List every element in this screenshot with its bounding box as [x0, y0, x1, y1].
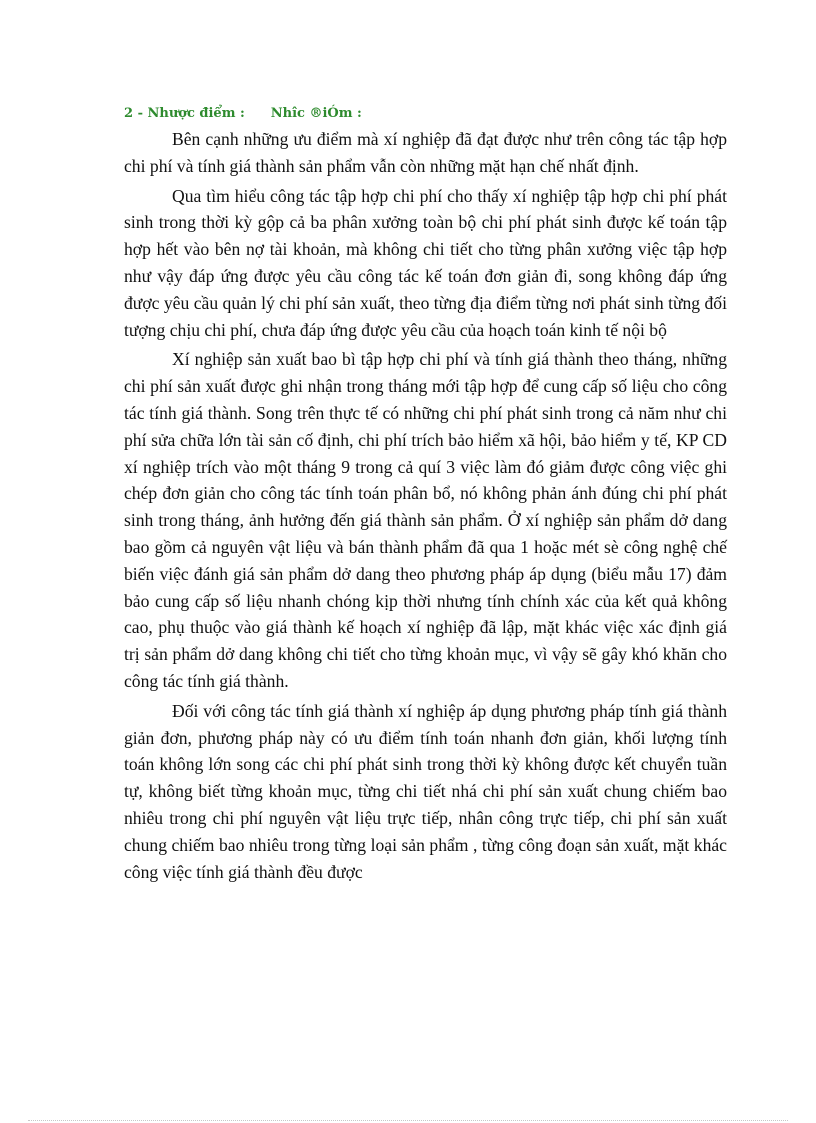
body-text: [124, 126, 727, 888]
page-bottom-rule: [28, 1120, 788, 1121]
paragraph-3: Xí nghiệp sản xuất bao bì tập hợp chi phí và tính giá thành theo tháng, những chi phí sản xuất được ghi nhận trong tháng mới tập hợp để cung cấp số liệu cho công tác tính giá thành. Song trên thực tế có những chi phí phát sinh trong cả năm như chi phí sửa chữa lớn tài sản cố định, chi phí trích bảo hiểm xã hội, bảo hiểm y tế, KP CD xí nghiệp trích vào một tháng 9 trong cả quí 3 việc làm đó giảm được công việc ghi chép đơn giản cho công tác tính toán phân bổ, nó không phản ánh đúng chi phí phát sinh trong tháng, ảnh hưởng đến giá thành sản phẩm. Ở xí nghiệp sản phẩm dở dang bao gồm cả nguyên vật liệu và bán thành phẩm đã qua 1 hoặc mét sè công nghệ chế biến việc đánh giá sản phẩm dở dang theo phương pháp áp dụng (biểu mẫu 17) đảm bảo cung cấp số liệu nhanh chóng kịp thời nhưng tính chính xác của kết quả không cao, phụ thuộc vào giá thành kế hoạch xí nghiệp đã lập, mặt khác việc xác định giá trị sản phẩm dở dang không chi tiết cho từng khoản mục, vì vậy sẽ gây khó khăn cho công tác tính giá thành.: [124, 349, 727, 691]
paragraph-2: Qua tìm hiểu công tác tập hợp chi phí cho thấy xí nghiệp tập hợp chi phí phát sinh trong thời kỳ gộp cả ba phân xưởng toàn bộ chi phí phát sinh được kế toán tập hợp hết vào bên nợ tài khoản, mà không chi tiết cho từng phân xưởng việc tập hợp như vậy đáp ứng được yêu cầu công tác kế toán đơn giản đi, song không đáp ứng được yêu cầu quản lý chi phí sản xuất, theo từng địa điểm từng nơi phát sinh từng đối tượng chịu chi phí, chưa đáp ứng được yêu cầu của hoạch toán kinh tế nội bộ: [124, 185, 727, 340]
section-heading-garbled: Nhîc ®iÓm :: [270, 106, 362, 121]
section-heading-number: 2 - Nhược điểm :: [124, 106, 245, 121]
paragraph-4: Đối với công tác tính giá thành xí nghiệp áp dụng phương pháp tính giá thành giản đơn, phương pháp này có ưu điểm tính toán nhanh đơn giản, khối lượng tính toán không lớn song các chi phí phát sinh trong thời kỳ không được kết chuyển tuần tự, không biết từng khoản mục, từng chi tiết nhá chi phí sản xuất chung chiếm bao nhiêu trong chi phí nguyên vật liệu trực tiếp, nhân công trực tiếp, chi phí sản xuất chung chiếm bao nhiêu trong từng loại sản phẩm , từng công đoạn sản xuất, mặt khác công việc tính giá thành đều được: [124, 700, 727, 882]
paragraph-1: Bên cạnh những ưu điểm mà xí nghiệp đã đạt được như trên công tác tập hợp chi phí và tính giá thành sản phẩm vẫn còn những mặt hạn chế nhất định.: [124, 129, 727, 176]
section-heading: [124, 104, 362, 124]
